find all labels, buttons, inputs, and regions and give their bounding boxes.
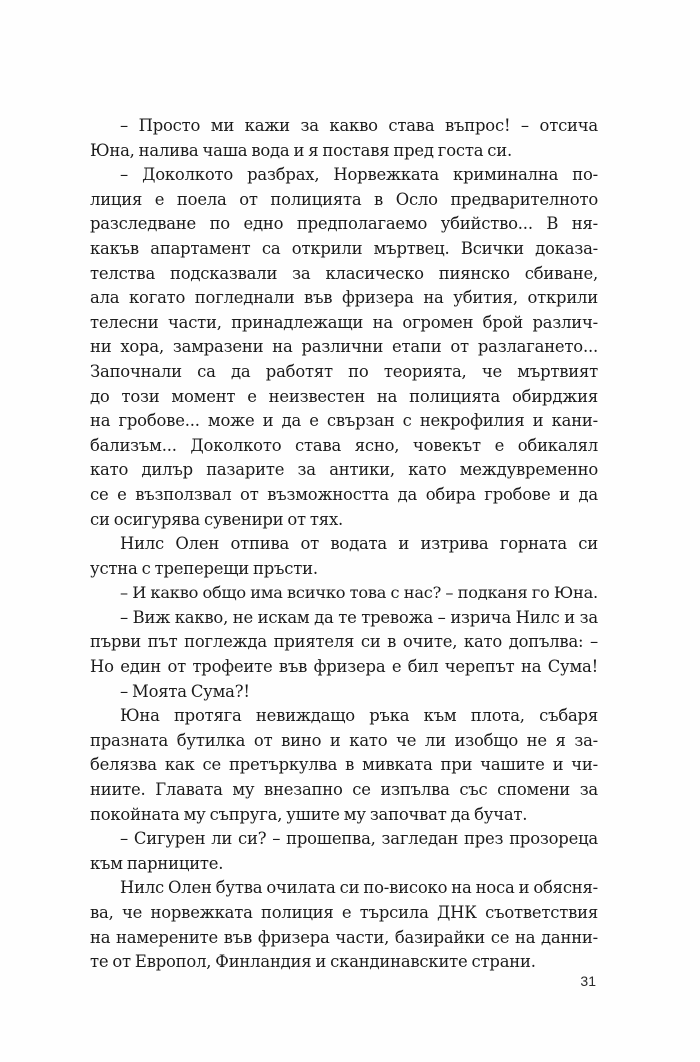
text-line: си осигурява сувенири от тях. (90, 509, 343, 529)
text-line: до този момент е неизвестен на полицията обирджия (90, 386, 598, 406)
text-line: на намерените във фризера части, базирайки се на данни- (90, 927, 598, 947)
text-line: първи път поглежда приятеля си в очите, като допълва: – (90, 632, 598, 652)
text-line: Нилс Олен бутва очилата си по-високо на носа и обясня- (120, 878, 598, 898)
text-line: – Моята Сума?! (120, 681, 250, 701)
text-line: разследване по едно предполагаемо убийство... В ня- (90, 214, 598, 234)
text-line: какъв апартамент са открили мъртвец. Всички доказа- (90, 238, 598, 258)
text-line: устна с треперещи пръсти. (90, 558, 318, 578)
text-line: – Виж какво, не искам да те тревожа – изрича Нилс и за (120, 607, 598, 627)
text-line: бализъм... Доколкото става ясно, човекът е обикалял (90, 435, 598, 455)
text-line: телства подсказвали за класическо пиянско сбиване, (90, 263, 598, 283)
text-line: покойната му съпруга, ушите му започват да бучат. (90, 804, 528, 824)
text-line: Нилс Олен отпива от водата и изтрива горната си (120, 534, 598, 554)
text-line: лиция е поела от полицията в Осло предварителното (90, 189, 598, 209)
text-line: ниите. Главата му внезапно се изпълва със спомени за (90, 780, 598, 800)
text-line: белязва как се претъркулва в мивката при чашите и чи- (90, 755, 598, 775)
text-line: Юна протяга невиждащо ръка към плота, събаря (120, 706, 598, 726)
text-line: – Просто ми кажи за какво става въпрос! – отсича (120, 116, 598, 135)
text-line: на гробове... може и да е свързан с некрофилия и кани- (90, 411, 598, 431)
text-line: Юна, налива чаша вода и я поставя пред госта си. (90, 140, 513, 160)
text-line: като дилър пазарите за антики, като междувременно (90, 460, 598, 480)
text-line: се е възползвал от възможността да обира гробове и да (90, 484, 598, 504)
body-text (90, 114, 598, 975)
text-line: празната бутилка от вино и като че ли изобщо не я за- (90, 730, 598, 750)
page-number: 31 (580, 973, 596, 989)
text-line: – И какво общо има всичко това с нас? – подканя го Юна. (120, 583, 598, 603)
text-line: те от Европол, Финландия и скандинавските страни. (90, 952, 536, 972)
text-line: ва, че норвежката полиция е търсила ДНК съответствия (90, 903, 598, 922)
text-line: телесни части, принадлежащи на огромен брой различ- (90, 312, 598, 332)
text-line: ала когато погледнали във фризера на убития, открили (90, 288, 598, 308)
text-line: – Сигурен ли си? – прошепва, загледан през прозореца (120, 829, 598, 849)
text-line: Но един от трофеите във фризера е бил черепът на Сума! (90, 657, 598, 677)
text-line: – Доколкото разбрах, Норвежката криминална по- (120, 165, 598, 185)
text-line: ни хора, замразени на различни етапи от разлагането... (90, 337, 598, 357)
text-line: Започнали са да работят по теорията, че мъртвият (90, 361, 598, 381)
text-line: към парниците. (90, 853, 224, 873)
